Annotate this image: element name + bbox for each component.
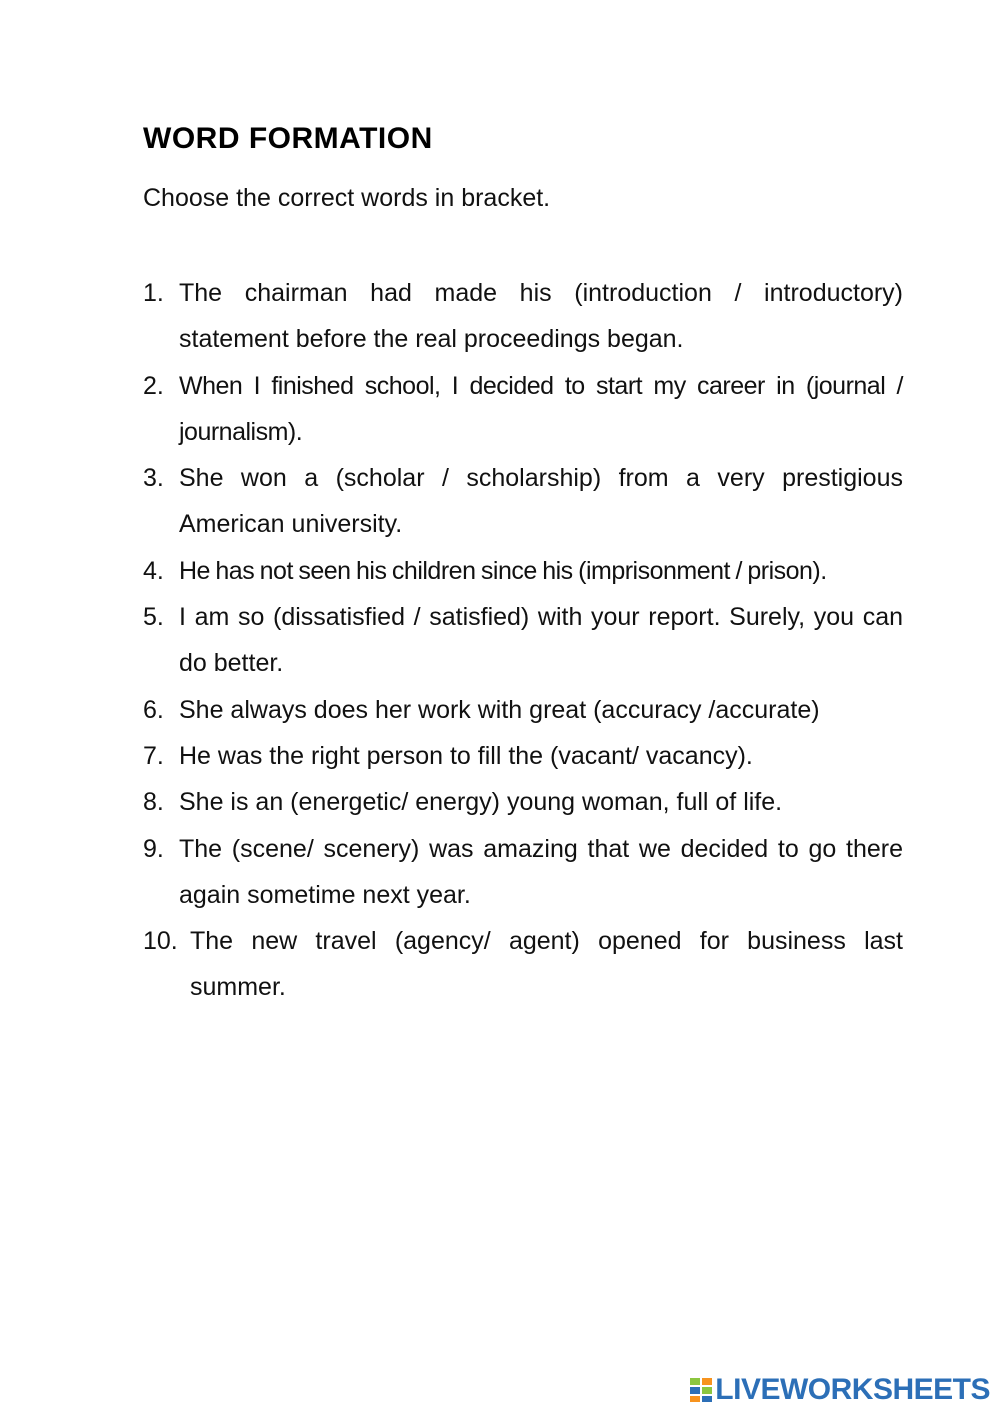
question-item-6: [143, 687, 903, 733]
question-text: He was the right person to fill the (vacant/ vacancy).: [179, 741, 753, 770]
question-item-4: [143, 548, 903, 594]
question-number: 8.: [143, 788, 164, 817]
question-text: She won a (scholar / scholarship) from a very prestigious American university.: [179, 464, 903, 539]
question-text: She always does her work with great (accuracy /accurate): [179, 695, 820, 724]
question-number: 3.: [143, 464, 164, 493]
question-item-9: [143, 826, 903, 919]
page-title: WORD FORMATION: [143, 122, 433, 155]
question-number: 9.: [143, 834, 164, 863]
instruction-text: Choose the correct words in bracket.: [143, 184, 551, 212]
question-item-1: [143, 270, 903, 363]
question-text: He has not seen his children since his (imprisonment / prison).: [179, 556, 827, 585]
question-number: 7.: [143, 741, 164, 770]
liveworksheets-logo[interactable]: [689, 1373, 990, 1407]
question-number: 2.: [143, 371, 164, 400]
question-number: 1.: [143, 279, 164, 307]
question-item-5: [143, 594, 903, 687]
question-item-2: [143, 363, 903, 456]
question-text: The new travel (agency/ agent) opened for business last summer.: [190, 927, 903, 1002]
liveworksheets-logo-icon: [689, 1377, 713, 1403]
question-number: 4.: [143, 556, 164, 585]
question-text: She is an (energetic/ energy) young woman, full of life.: [179, 788, 783, 817]
question-text: I am so (dissatisfied / satisfied) with your report. Surely, you can do better.: [179, 603, 903, 678]
question-list: [143, 270, 903, 1011]
question-number: 6.: [143, 695, 164, 724]
question-item-7: [143, 733, 903, 779]
question-number: 10.: [143, 927, 178, 956]
question-text: The (scene/ scenery) was amazing that we decided to go there again sometime next year.: [179, 834, 903, 909]
question-text: The chairman had made his (introduction / introductory) statement before the real proceedings began.: [179, 279, 903, 354]
question-text: When I finished school, I decided to start my career in (journal / journalism).: [179, 371, 903, 446]
question-item-8: [143, 779, 903, 825]
question-item-10: [143, 918, 903, 1011]
question-number: 5.: [143, 603, 164, 632]
logo-text: LIVEWORKSHEETS: [715, 1373, 990, 1406]
question-item-3: [143, 455, 903, 548]
